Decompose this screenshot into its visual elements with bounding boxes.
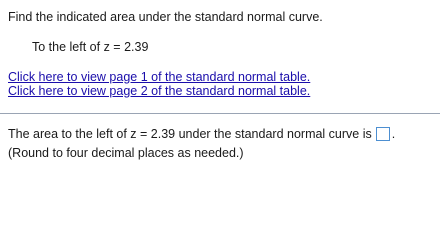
section-divider [0, 113, 440, 114]
answer-input-box[interactable] [376, 127, 390, 141]
answer-prefix: The area to the left of z = 2.39 under the standard normal curve is [8, 127, 372, 141]
table-links [8, 70, 310, 98]
rounding-instruction: (Round to four decimal places as needed.) [8, 146, 244, 160]
standard-normal-table-page-1-link[interactable]: Click here to view page 1 of the standard normal table. [8, 70, 311, 84]
answer-suffix: . [391, 127, 396, 141]
given-condition: To the left of z = 2.39 [32, 40, 149, 54]
standard-normal-table-page-2-link[interactable]: Click here to view page 2 of the standard normal table. [8, 84, 311, 98]
question-prompt: Find the indicated area under the standard normal curve. [8, 10, 323, 24]
answer-line [8, 127, 395, 141]
